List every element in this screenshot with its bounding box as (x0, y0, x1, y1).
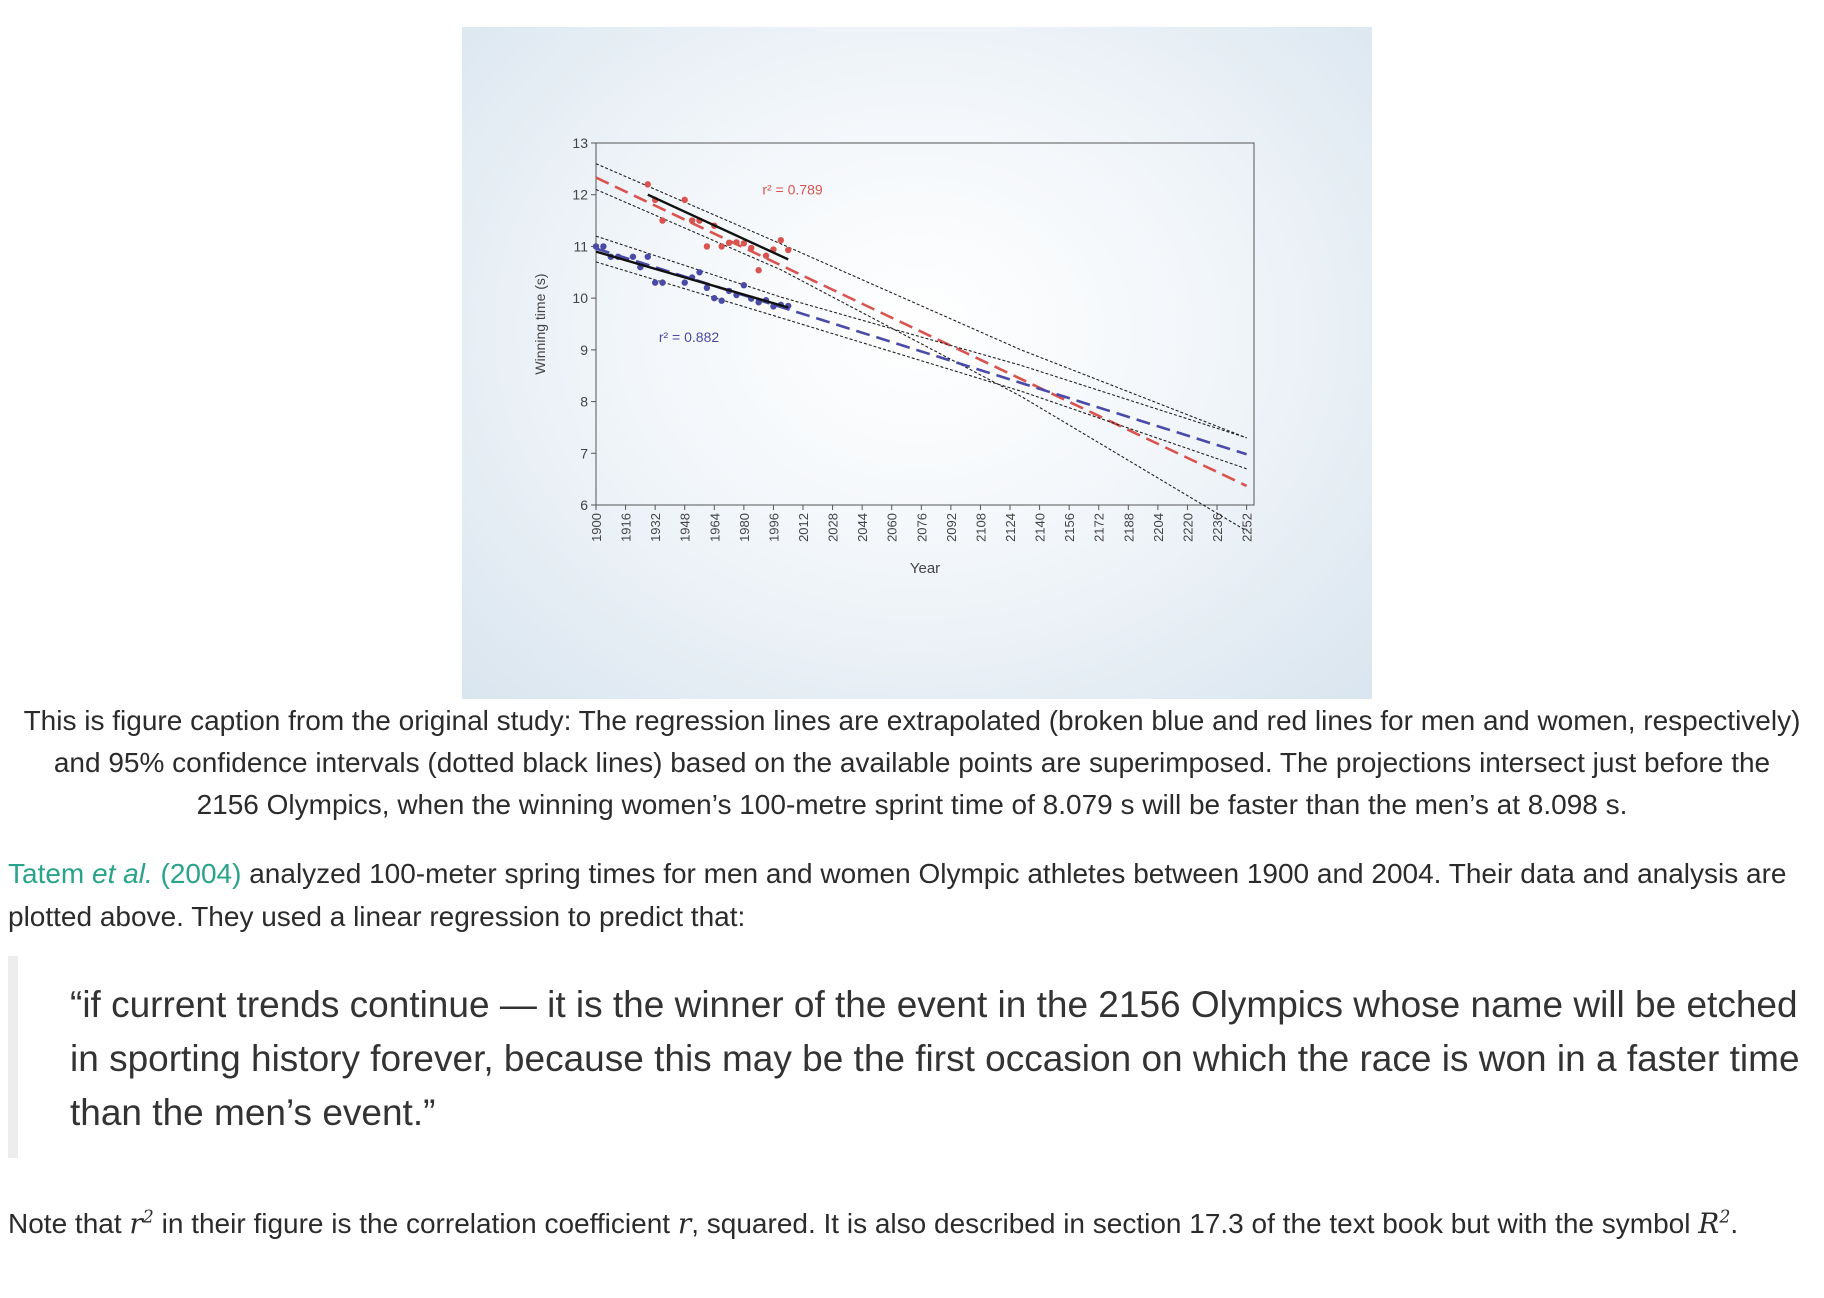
x-tick-label: 1980 (736, 513, 752, 542)
x-tick-label: 1900 (589, 513, 604, 542)
x-tick-label: 2012 (796, 513, 812, 542)
y-tick-label: 13 (572, 135, 588, 151)
x-tick-label: 2188 (1121, 513, 1137, 542)
x-tick-label: 1964 (707, 513, 723, 542)
x-tick-label: 2124 (1003, 513, 1019, 542)
y-tick-label: 8 (580, 393, 588, 410)
math-r (129, 1207, 153, 1240)
intro-text: analyzed 100-meter spring times for men and women Olympic athletes between 1900 and 2004. Their data and analysis are plotted above. They used a linear regression to predict that: (8, 858, 1787, 932)
x-tick-label: 2220 (1180, 513, 1196, 542)
x-tick-label: 1932 (648, 513, 664, 542)
winning-time-chart (462, 27, 1372, 699)
x-tick-label: 2236 (1210, 513, 1226, 542)
men-data-point (696, 269, 702, 275)
women-ci-upper (596, 164, 1247, 438)
women-data-point (785, 247, 791, 253)
women-data-point (748, 245, 754, 251)
men-r2-annotation: r² = 0.882 (658, 329, 720, 346)
figure-panel (462, 27, 1372, 699)
x-tick-label: 1916 (618, 513, 634, 542)
x-tick-label: 2252 (1239, 513, 1255, 542)
y-axis-label: Winning time (s) (532, 273, 548, 375)
women-ci-lower (596, 190, 1247, 531)
women-data-point (763, 253, 769, 259)
x-axis-label: Year (909, 560, 941, 577)
women-data-point (733, 239, 739, 245)
women-data-point (682, 197, 688, 203)
plot-area-frame (596, 143, 1254, 505)
women-data-point (689, 217, 695, 223)
women-data-point (659, 217, 665, 223)
x-tick-label: 2092 (943, 513, 959, 542)
x-tick-label: 2060 (884, 513, 900, 542)
note-text-1: Note that (8, 1208, 130, 1239)
math-R-symbol: R (1698, 1207, 1720, 1240)
men-ci-lower (596, 262, 1247, 469)
y-tick-label: 12 (572, 186, 588, 203)
women-r2-annotation: r² = 0.789 (762, 181, 823, 198)
women-data-point (778, 237, 784, 243)
x-tick-label: 2044 (855, 513, 871, 542)
math-r-coef: r (677, 1207, 692, 1240)
quote-text: “if current trends continue — it is the winner of the event in the 2156 Olympics whose name will be etched in sporting history forever, because this may be the first occasion on which the race is won in a faster time than the men’s event.” (70, 984, 1800, 1133)
citation-etal: et al. (92, 858, 153, 889)
citation-link[interactable] (8, 858, 241, 889)
math-r-exponent: 2 (142, 1207, 154, 1228)
women-data-point (718, 243, 724, 249)
men-data-point (645, 254, 651, 260)
x-tick-label: 1948 (677, 513, 693, 542)
x-tick-label: 2076 (914, 513, 930, 542)
math-R-exponent: 2 (1719, 1207, 1731, 1228)
x-tick-label: 2156 (1062, 513, 1078, 542)
x-tick-label: 2204 (1150, 513, 1166, 542)
men-data-point (659, 279, 665, 285)
x-tick-label: 1996 (766, 513, 782, 542)
women-data-point (726, 240, 732, 246)
y-tick-label: 7 (580, 445, 588, 462)
x-tick-label: 2140 (1032, 513, 1048, 542)
note-text-2: in their figure is the correlation coefficient (153, 1208, 678, 1239)
men-data-point (600, 243, 606, 249)
men-data-point (593, 243, 599, 249)
note-paragraph (8, 1202, 1816, 1245)
men-data-point (741, 282, 747, 288)
women-data-point (645, 181, 651, 187)
note-text-3: , squared. It is also described in section 17.3 of the text book but with the symbol (691, 1208, 1699, 1239)
men-data-point (630, 254, 636, 260)
y-tick-label: 11 (573, 238, 588, 255)
citation-author: Tatem (8, 858, 85, 889)
blockquote (8, 956, 1818, 1158)
figure-caption: This is figure caption from the original study: The regression lines are extrapolated (broken blue and red lines for men and women, respectively) and 95% confidence intervals (dotted black lines) based on the available points are superimposed. The projections intersect just before the 2156 Olympics, when the winning women’s 100-metre sprint time of 8.079 s will be faster than the men’s at 8.098 s. (23, 705, 1801, 820)
y-tick-label: 6 (580, 497, 588, 513)
note-text-4: . (1730, 1208, 1739, 1239)
women-fit-line (648, 195, 788, 260)
math-r-symbol: r (129, 1207, 143, 1240)
men-data-point (718, 298, 724, 304)
y-tick-label: 10 (572, 290, 588, 307)
y-tick-label: 9 (580, 341, 588, 358)
x-tick-label: 2028 (825, 513, 841, 542)
x-tick-label: 2108 (973, 513, 989, 542)
x-tick-label: 2172 (1091, 513, 1107, 542)
intro-paragraph (8, 852, 1816, 938)
women-data-point (755, 267, 761, 273)
men-data-point (711, 295, 717, 301)
men-data-point (682, 279, 688, 285)
citation-year: (2004) (160, 858, 242, 889)
women-data-point (704, 243, 710, 249)
men-data-point (652, 279, 658, 285)
math-R2 (1698, 1207, 1730, 1240)
